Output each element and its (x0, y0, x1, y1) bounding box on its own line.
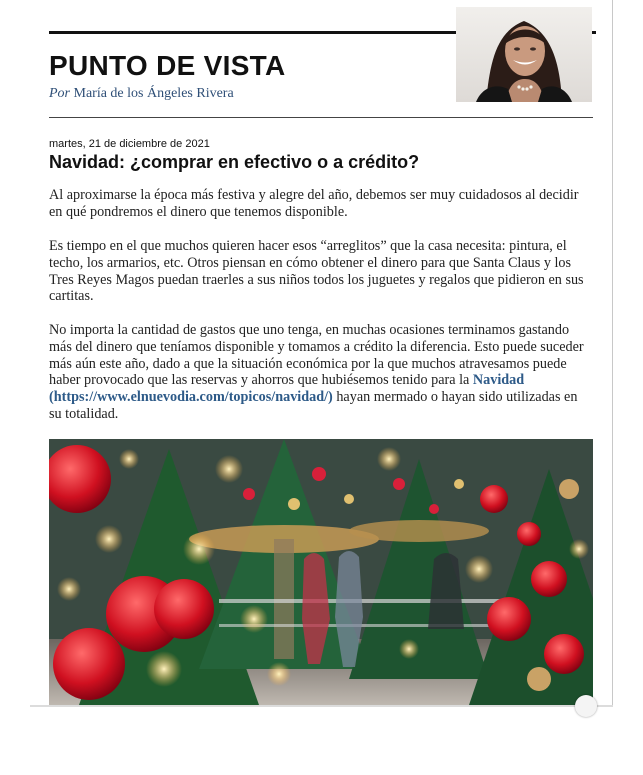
article-date: martes, 21 de diciembre de 2021 (49, 138, 210, 150)
header-rule (49, 31, 456, 34)
portrait-graphic (456, 7, 592, 102)
paragraph-3-end: hayan mermado o hayan sido utilizadas en su totalidad. (49, 389, 578, 422)
page-bottom-rule (30, 705, 613, 707)
author-portrait (456, 7, 592, 102)
author-name[interactable]: María de los Ángeles Rivera (73, 86, 234, 101)
section-rule (49, 117, 593, 118)
photo-graphic (49, 439, 593, 705)
navidad-link[interactable]: Navidad (https://www.elnuevodia.com/topicos/navidad/) (49, 372, 525, 406)
paragraph-3-text: No importa la cantidad de gastos que uno tenga, en muchas ocasiones terminamos gastando más del dinero que teníamos disponible y tomamos a crédito la diferencia. Esto puede suceder más aún este año, dado a que la situación económica por la que muchos atravesamos puede haber provocado que las reservas y ahorros que hubiésemos tenido para la (49, 322, 584, 389)
scroll-handle[interactable] (575, 695, 597, 717)
article-headline: Navidad: ¿comprar en efectivo o a crédito? (49, 152, 420, 172)
article-paragraph-1: Al aproximarse la época más festiva y alegre del año, debemos ser muy cuidadosos al decidir en qué pondremos el dinero que tenemos disponible. (49, 187, 579, 220)
byline-prefix: Por (49, 86, 70, 101)
article-paragraph-2: Es tiempo en el que muchos quieren hacer esos “arreglitos” que la casa necesita: pintura, el techo, los armarios, etc. Otros piensan en cómo obtener el dinero para que Santa Claus y los Tres Reyes Magos puedan traerles a sus niños todos los juguetes y regalos que pidieron en sus cartitas. (49, 238, 584, 305)
christmas-photo (49, 439, 593, 705)
byline (49, 86, 234, 102)
column-title: PUNTO DE VISTA (49, 50, 286, 81)
page-edge (612, 0, 613, 706)
header-rule-right (592, 31, 596, 34)
article-paragraph-3 (49, 322, 593, 423)
